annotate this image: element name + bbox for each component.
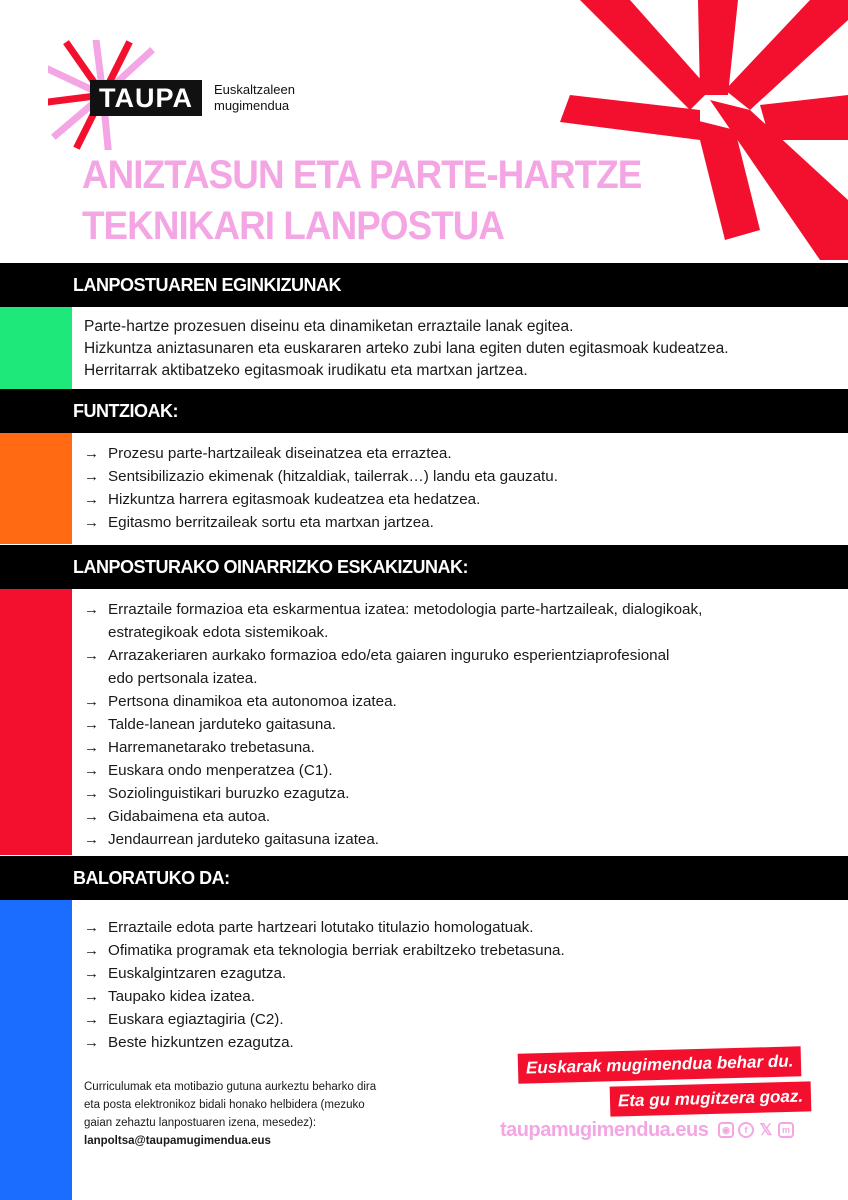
funtzioak-list <box>84 442 558 534</box>
eginkizunak-text: Parte-hartze prozesuen diseinu eta dinamiketan erraztaile lanak egitea. Hizkuntza aniztasunaren eta euskararen arteko zubi lana egiten duten egitasmoak kudeatzea. Herritarrak aktibatzeko egitasmoak irudikatu eta martxan jartzea. <box>84 318 729 379</box>
facebook-icon[interactable]: f <box>738 1122 754 1138</box>
list-item: → Beste hizkuntzen ezagutza. <box>84 1031 565 1054</box>
arrow-right-icon: → <box>84 1034 99 1051</box>
logo-wordmark: TAUPA <box>90 80 202 116</box>
list-item: → Euskara ondo menperatzea (C1). <box>84 759 702 782</box>
arrow-right-icon: → <box>84 601 99 618</box>
contact-email-link[interactable]: lanpoltsa@taupamugimendua.eus <box>84 1135 271 1147</box>
eskakizunak-list <box>84 598 702 851</box>
list-item: → Hizkuntza harrera egitasmoak kudeatzea eta hedatzea. <box>84 488 558 511</box>
arrow-right-icon: → <box>84 988 99 1005</box>
x-icon[interactable]: 𝕏 <box>759 1122 773 1139</box>
list-item: → Talde-lanean jarduteko gaitasuna. <box>84 713 702 736</box>
list-item: → Arrazakeriaren aurkako formazioa edo/eta gaiaren inguruko esperientziaprofesional edo pertsonala izatea. <box>84 644 702 690</box>
arrow-right-icon: → <box>84 739 99 756</box>
contact-info: Curriculumak eta motibazio gutuna aurkeztu beharko dira eta posta elektronikoz bidali honako helbidera (mezuko gaian zehaztu lanpostuaren izena, mesedez): lanpoltsa@taupamugimendua.eus <box>84 1078 376 1150</box>
list-item: → Prozesu parte-hartzaileak diseinatzea eta erraztea. <box>84 442 558 465</box>
arrow-right-icon: → <box>84 831 99 848</box>
color-strip-red <box>0 589 72 855</box>
list-item: → Harremanetarako trebetasuna. <box>84 736 702 759</box>
arrow-right-icon: → <box>84 693 99 710</box>
logo-subtitle: Euskaltzaleen mugimendua <box>214 82 295 113</box>
slogan-line-1: Euskarak mugimendua behar du. <box>518 1046 802 1083</box>
baloratuko-list <box>84 916 565 1054</box>
arrow-right-icon: → <box>84 1011 99 1028</box>
arrow-right-icon: → <box>84 468 99 485</box>
color-strip-orange <box>0 433 72 544</box>
list-item: → Sentsibilizazio ekimenak (hitzaldiak, tailerrak…) landu eta gauzatu. <box>84 465 558 488</box>
list-item: → Euskara egiaztagiria (C2). <box>84 1008 565 1031</box>
social-icons <box>718 1122 794 1138</box>
list-item: → Egitasmo berritzaileak sortu eta martxan jartzea. <box>84 511 558 534</box>
color-strip-green <box>0 307 72 389</box>
section-header-eginkizunak: LANPOSTUAREN EGINKIZUNAK <box>0 263 848 307</box>
section-header-baloratuko: BALORATUKO DA: <box>0 856 848 900</box>
arrow-right-icon: → <box>84 808 99 825</box>
arrow-right-icon: → <box>84 919 99 936</box>
list-item: → Erraztaile edota parte hartzeari lotutako titulazio homologatuak. <box>84 916 565 939</box>
list-item: → Jendaurrean jarduteko gaitasuna izatea. <box>84 828 702 851</box>
list-item: → Euskalgintzaren ezagutza. <box>84 962 565 985</box>
arrow-right-icon: → <box>84 762 99 779</box>
list-item: → Taupako kidea izatea. <box>84 985 565 1008</box>
arrow-right-icon: → <box>84 942 99 959</box>
list-item: → Ofimatika programak eta teknologia berriak erabiltzeko trebetasuna. <box>84 939 565 962</box>
section-header-funtzioak: FUNTZIOAK: <box>0 389 848 433</box>
section-header-eskakizunak: LANPOSTURAKO OINARRIZKO ESKAKIZUNAK: <box>0 545 848 589</box>
slogan-line-2: Eta gu mugitzera goaz. <box>610 1081 812 1116</box>
website-link[interactable]: taupamugimendua.eus <box>500 1119 709 1141</box>
list-item: → Soziolinguistikari buruzko ezagutza. <box>84 782 702 805</box>
arrow-right-icon: → <box>84 445 99 462</box>
arrow-right-icon: → <box>84 514 99 531</box>
arrow-right-icon: → <box>84 647 99 664</box>
arrow-right-icon: → <box>84 965 99 982</box>
color-strip-blue <box>0 900 72 1200</box>
decorative-burst <box>560 0 848 270</box>
arrow-right-icon: → <box>84 785 99 802</box>
list-item: → Erraztaile formazioa eta eskarmentua izatea: metodologia parte-hartzaileak, dialogikoak, estrategikoak edota sistemikoak. <box>84 598 702 644</box>
arrow-right-icon: → <box>84 491 99 508</box>
list-item: → Pertsona dinamikoa eta autonomoa izatea. <box>84 690 702 713</box>
page-title: ANIZTASUN ETA PARTE-HARTZE TEKNIKARI LANPOSTUA <box>82 153 642 248</box>
mastodon-icon[interactable]: m <box>778 1122 794 1138</box>
instagram-icon[interactable]: ◉ <box>718 1122 734 1138</box>
list-item: → Gidabaimena eta autoa. <box>84 805 702 828</box>
arrow-right-icon: → <box>84 716 99 733</box>
